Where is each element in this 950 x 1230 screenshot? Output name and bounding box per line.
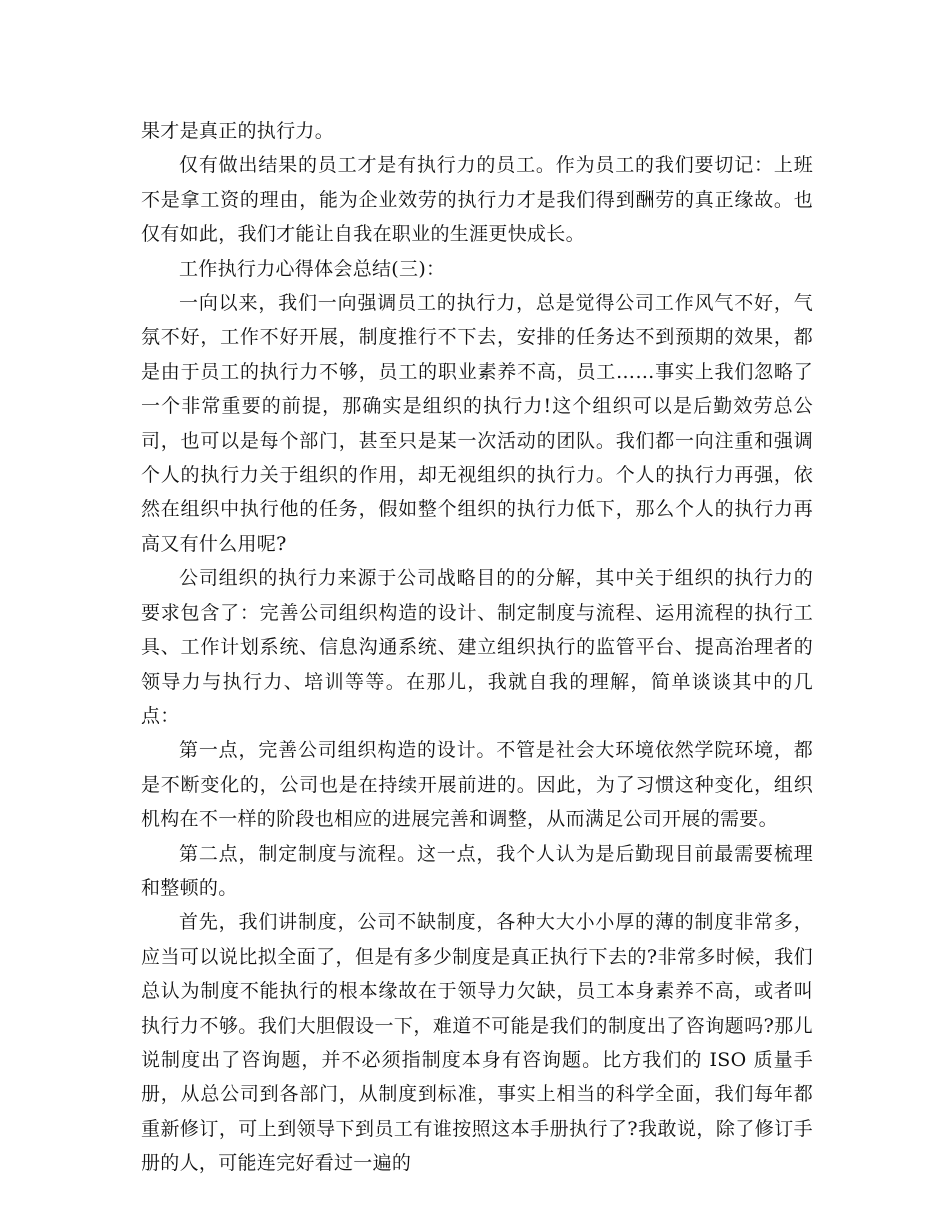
- section-heading: 工作执行力心得体会总结(三)：: [179, 257, 446, 280]
- paragraph-first-system: 首先，我们讲制度，公司不缺制度，各种大大小小厚的薄的制度非常多，应当可以说比拟全面了，但是有多少制度是真正执行下去的?非常多时候，我们总认为制度不能执行的根本缘故在于领导力欠缺，员工本身素养不高，或者叫执行力不够。我们大胆假设一下，难道不可能是我们的制度出了咨询题吗?那儿说制度出了咨询题，并不必须指制度本身有咨询题。比方我们的 ISO 质量手册，从总公司到各部门，从制度到标准，事实上相当的科学全面，我们每年都重新修订，可上到领导下到员工有谁按照这本手册执行了?我敢说，除了修订手册的人，可能连完好看过一遍的: [141, 911, 813, 1175]
- paragraph-organization-execution: 一向以来，我们一向强调员工的执行力，总是觉得公司工作风气不好，气氛不好，工作不好开展，制度推行不下去，安排的任务达不到预期的效果，都是由于员工的执行力不够，员工的职业素养不高，员工……事实上我们忽略了一个非常重要的前提，那确实是组织的执行力!这个组织可以是后勤效劳总公司，也可以是每个部门，甚至只是某一次活动的团队。我们都一向注重和强调个人的执行力关于组织的作用，却无视组织的执行力。个人的执行力再强，依然在组织中执行他的任务，假如整个组织的执行力低下，那么个人的执行力再高又有什么用呢?: [141, 292, 813, 555]
- paragraph-employee-result: 仅有做出结果的员工才是有执行力的员工。作为员工的我们要切记：上班不是拿工资的理由，能为企业效劳的执行力才是我们得到酬劳的真正缘故。也仅有如此，我们才能让自我在职业的生涯更快成长。: [141, 154, 813, 246]
- paragraph-continuation: 果才是真正的执行力。: [141, 120, 335, 142]
- paragraph-point-two: 第二点，制定制度与流程。这一点，我个人认为是后勤现目前最需要梳理和整顿的。: [141, 842, 813, 899]
- paragraph-point-one: 第一点，完善公司组织构造的设计。不管是社会大环境依然学院环境，都是不断变化的，公司也是在持续开展前进的。因此，为了习惯这种变化，组织机构在不一样的阶段也相应的进展完善和调整，从而满足公司开展的需要。: [141, 739, 813, 831]
- document-body: [141, 114, 813, 1181]
- paragraph-strategy-decomposition: 公司组织的执行力来源于公司战略目的的分解，其中关于组织的执行力的要求包含了：完善公司组织构造的设计、制定制度与流程、运用流程的执行工具、工作计划系统、信息沟通系统、建立组织执行的监管平台、提高治理者的领导力与执行力、培训等等。在那儿，我就自我的理解，简单谈谈其中的几点：: [141, 567, 813, 727]
